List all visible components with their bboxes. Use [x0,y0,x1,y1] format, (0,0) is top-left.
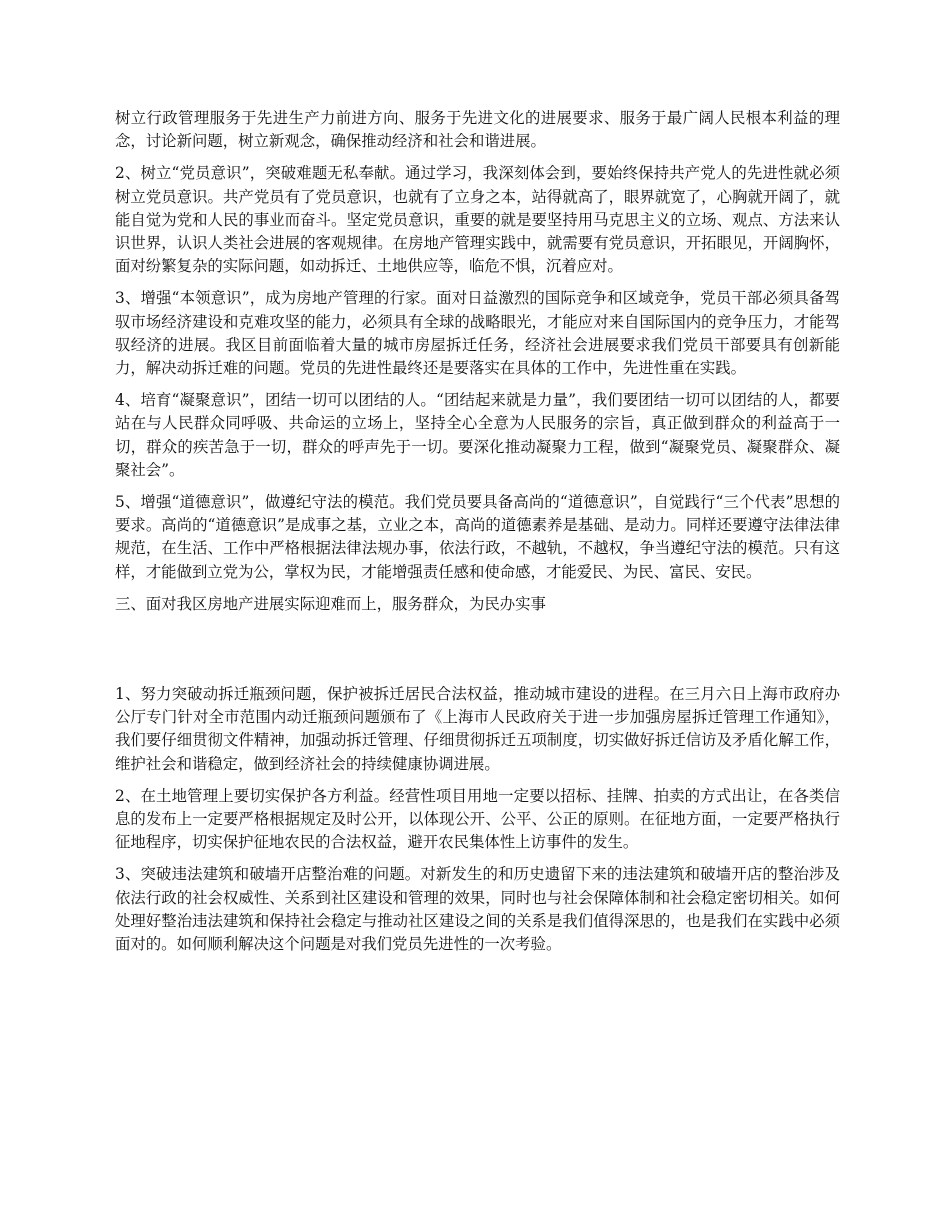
paragraph-skill-awareness: 3、增强“本领意识”，成为房地产管理的行家。面对日益激烈的国际竞争和区域竞争，党员干部必须具备驾驭市场经济建设和克难攻坚的能力，必须具有全球的战略眼光，才能应对来自国际国内的竞争压力，才能驾驭经济的进展。我区目前面临着大量的城市房屋拆迁任务，经济社会进展要求我们党员干部要具有创新能力，解决动拆迁难的问题。党员的先进性最终还是要落实在具体的工作中，先进性重在实践。 [115,289,840,378]
section-spacer [115,625,840,683]
paragraph-cohesion-awareness: 4、培育“凝聚意识”，团结一切可以团结的人。“团结起来就是力量”，我们要团结一切可以团结的人，都要站在与人民群众同呼吸、共命运的立场上，坚持全心全意为人民服务的宗旨，真正做到群众的利益高于一切，群众的疾苦急于一切，群众的呼声先于一切。要深化推动凝聚力工程，做到“凝聚党员、凝聚群众、凝聚社会”。 [115,391,840,479]
document-page [115,107,840,965]
section-heading: 三、面对我区房地产进展实际迎难而上，服务群众，为民办实事 [115,594,546,613]
paragraph-intro: 树立行政管理服务于先进生产力前进方向、服务于先进文化的进展要求、服务于最广阔人民根本利益的理念，讨论新问题，树立新观念，确保推动经济和社会和谐进展。 [115,109,840,151]
paragraph-illegal-construction: 3、突破违法建筑和破墙开店整治难的问题。对新发生的和历史遗留下来的违法建筑和破墙开店的整治涉及依法行政的社会权威性、关系到社区建设和管理的效果，同时也与社会保障体制和社会稳定密切相关。如何处理好整治违法建筑和保持社会稳定与推动社区建设之间的关系是我们值得深思的，也是我们在实践中必须面对的。如何顺利解决这个问题是对我们党员先进性的一次考验。 [115,865,840,954]
paragraph-land-management: 2、在土地管理上要切实保护各方利益。经营性项目用地一定要以招标、挂牌、拍卖的方式出让，在各类信息的发布上一定要严格根据规定及时公开，以体现公开、公平、公正的原则。在征地方面，一定要严格执行征地程序，切实保护征地农民的合法权益，避开农民集体性上访事件的发生。 [115,786,840,852]
paragraph-party-awareness: 2、树立“党员意识”，突破难题无私奉献。通过学习，我深刻体会到，要始终保持共产党人的先进性就必须树立党员意识。共产党员有了党员意识，也就有了立身之本，站得就高了，眼界就宽了，心胸就开阔了，就能自觉为党和人民的事业而奋斗。坚定党员意识，重要的就是要坚持用马克思主义的立场、观点、方法来认识世界，认识人类社会进展的客观规律。在房地产管理实践中，就需要有党员意识，开拓眼见，开阔胸怀，面对纷繁复杂的实际问题，如动拆迁、土地供应等，临危不惧，沉着应对。 [115,164,840,276]
paragraph-relocation: 1、努力突破动拆迁瓶颈问题，保护被拆迁居民合法权益，推动城市建设的进程。在三月六日上海市政府办公厅专门针对全市范围内动迁瓶颈问题颁布了《上海市人民政府关于进一步加强房屋拆迁管理工作通知》，我们要仔细贯彻文件精神，加强动拆迁管理、仔细贯彻拆迁五项制度，切实做好拆迁信访及矛盾化解工作，维护社会和谐稳定，做到经济社会的持续健康协调进展。 [115,685,840,773]
paragraph-moral-awareness: 5、增强“道德意识”，做遵纪守法的模范。我们党员要具备高尚的“道德意识”，自觉践行“三个代表”思想的要求。高尚的“道德意识”是成事之基，立业之本，高尚的道德素养是基础、是动力。同样还要遵守法律法律规范，在生活、工作中严格根据法律法规办事，依法行政，不越轨，不越权，争当遵纪守法的模范。只有这样，才能做到立党为公，掌权为民，才能增强责任感和使命感，才能爱民、为民、富民、安民。 [115,493,840,581]
